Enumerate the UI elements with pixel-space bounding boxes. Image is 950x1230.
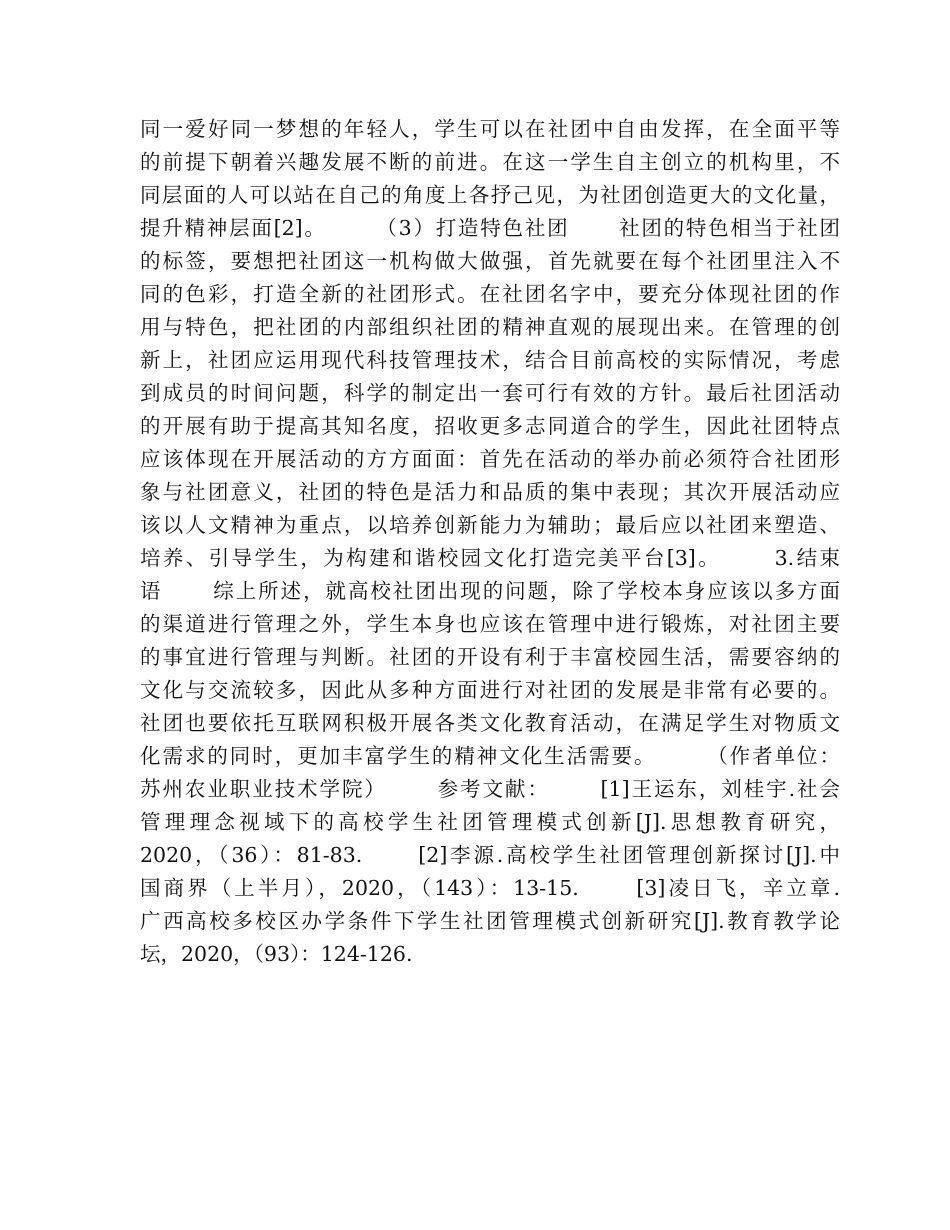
text-line: 培养、引导学生，为构建和谐校园文化打造完美平台[3]。 3.结束 <box>140 546 840 570</box>
text-line: 国商界（上半月），2020，（143）：13-15. [3]凌日飞，辛立章. <box>140 876 840 900</box>
text-line: 新上，社团应运用现代科技管理技术，结合目前高校的实际情况，考虑 <box>140 348 840 372</box>
text-line: 同一爱好同一梦想的年轻人，学生可以在社团中自由发挥，在全面平等 <box>140 117 840 141</box>
text-line: 广西高校多校区办学条件下学生社团管理模式创新研究[J].教育教学论 <box>140 909 840 933</box>
text-line: 的开展有助于提高其知名度，招收更多志同道合的学生，因此社团特点 <box>140 414 840 438</box>
text-line: 应该体现在开展活动的方方面面：首先在活动的举办前必须符合社团形 <box>140 447 840 471</box>
text-line: 象与社团意义，社团的特色是活力和品质的集中表现；其次开展活动应 <box>140 480 840 504</box>
text-line: 语 综上所述，就高校社团出现的问题，除了学校本身应该以多方面 <box>140 579 840 603</box>
text-line: 的前提下朝着兴趣发展不断的前进。在这一学生自主创立的机构里，不 <box>140 150 840 174</box>
text-line: 该以人文精神为重点，以培养创新能力为辅助；最后应以社团来塑造、 <box>140 513 840 537</box>
text-line: 提升精神层面[2]。 （3）打造特色社团 社团的特色相当于社团 <box>140 216 840 240</box>
text-line: 2020，（36）：81-83. [2]李源.高校学生社团管理创新探讨[J].中 <box>140 843 840 867</box>
text-line: 的渠道进行管理之外，学生本身也应该在管理中进行锻炼，对社团主要 <box>140 612 840 636</box>
text-line: 苏州农业职业技术学院） 参考文献： [1]王运东，刘桂宇.社会 <box>140 777 840 801</box>
text-line: 的事宜进行管理与判断。社团的开设有利于丰富校园生活，需要容纳的 <box>140 645 840 669</box>
text-line: 同的色彩，打造全新的社团形式。在社团名字中，要充分体现社团的作 <box>140 282 840 306</box>
text-line: 到成员的时间问题，科学的制定出一套可行有效的方针。最后社团活动 <box>140 381 840 405</box>
body-text <box>140 113 840 971</box>
text-line: 用与特色，把社团的内部组织社团的精神直观的展现出来。在管理的创 <box>140 315 840 339</box>
text-line: 化需求的同时，更加丰富学生的精神文化生活需要。 （作者单位： <box>140 744 840 768</box>
text-line: 管理理念视域下的高校学生社团管理模式创新[J].思想教育研究， <box>140 810 840 834</box>
text-line: 文化与交流较多，因此从多种方面进行对社团的发展是非常有必要的。 <box>140 678 840 702</box>
text-line: 社团也要依托互联网积极开展各类文化教育活动，在满足学生对物质文 <box>140 711 840 735</box>
text-line: 坛，2020，（93）：124-126. <box>140 942 413 966</box>
text-line: 同层面的人可以站在自己的角度上各抒己见，为社团创造更大的文化量， <box>140 183 840 207</box>
text-line: 的标签，要想把社团这一机构做大做强，首先就要在每个社团里注入不 <box>140 249 840 273</box>
